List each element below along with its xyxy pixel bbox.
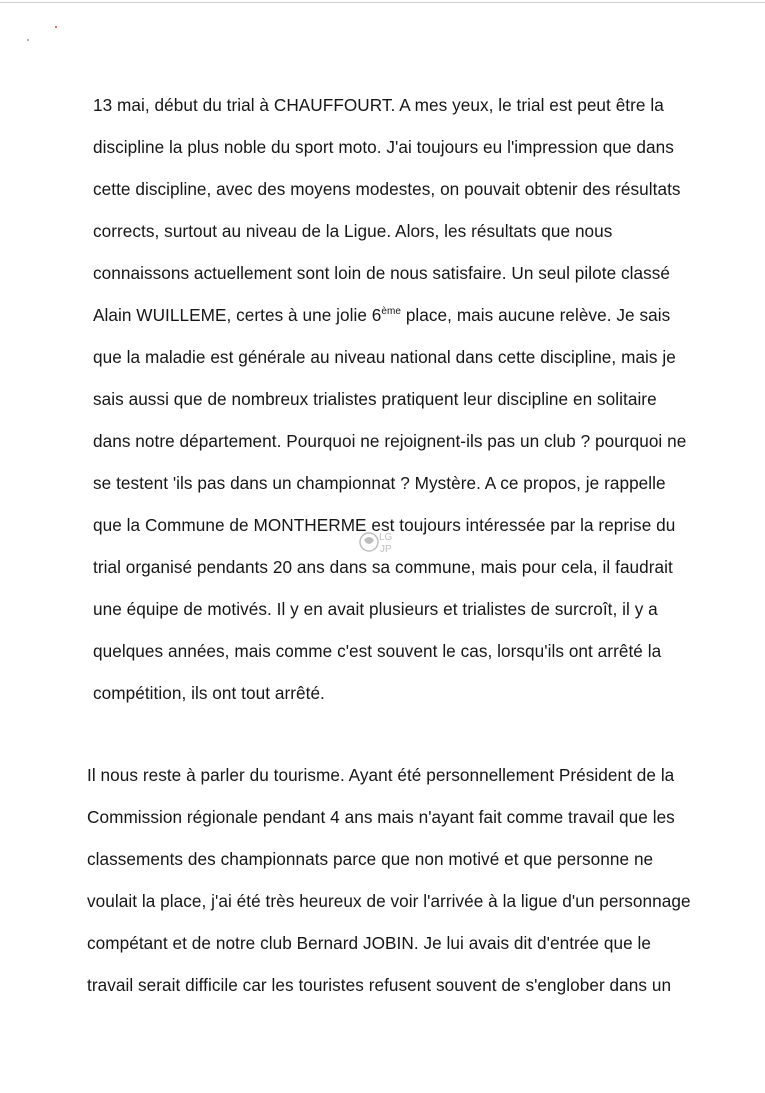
text-line: sais aussi que de nombreux trialistes pratiquent leur discipline en solitaire: [93, 389, 657, 409]
text-segment: Alain WUILLEME, certes à une jolie 6: [93, 305, 382, 325]
text-line: que la Commune de MONTHERME est toujours intéressée par la reprise du: [93, 515, 676, 535]
scan-speck: [55, 26, 57, 28]
stamp-text: JP: [380, 544, 392, 555]
scan-top-edge: [0, 2, 765, 3]
text-line: trial organisé pendants 20 ans dans sa commune, mais pour cela, il faudrait: [93, 557, 673, 577]
text-line: cette discipline, avec des moyens modestes, on pouvait obtenir des résultats: [93, 179, 681, 199]
text-line: discipline la plus noble du sport moto. J'ai toujours eu l'impression que dans: [93, 137, 674, 157]
text-line: dans notre département. Pourquoi ne rejoignent-ils pas un club ? pourquoi ne: [93, 431, 687, 451]
text-line: une équipe de motivés. Il y en avait plusieurs et trialistes de surcroît, il y a: [93, 599, 658, 619]
scan-speck: [27, 39, 29, 41]
text-line: se testent 'ils pas dans un championnat ? Mystère. A ce propos, je rappelle: [93, 473, 666, 493]
text-line: compétant et de notre club Bernard JOBIN. Je lui avais dit d'entrée que le: [87, 933, 651, 953]
stamp-logo: [355, 527, 399, 557]
superscript: ème: [381, 306, 401, 317]
text-line: corrects, surtout au niveau de la Ligue. Alors, les résultats que nous: [93, 221, 613, 241]
text-line: [93, 304, 670, 326]
text-line: que la maladie est générale au niveau national dans cette discipline, mais je: [93, 347, 676, 367]
text-line: classements des championnats parce que non motivé et que personne ne: [87, 849, 654, 869]
text-line: 13 mai, début du trial à CHAUFFOURT. A mes yeux, le trial est peut être la: [93, 95, 664, 115]
text-line: voulait la place, j'ai été très heureux de voir l'arrivée à la ligue d'un personnage: [87, 891, 691, 911]
text-line: compétition, ils ont tout arrêté.: [93, 683, 325, 703]
text-line: travail serait difficile car les touristes refusent souvent de s'englober dans un: [87, 975, 672, 995]
text-line: Il nous reste à parler du tourisme. Ayant été personnellement Président de la: [87, 765, 675, 785]
text-line: connaissons actuellement sont loin de nous satisfaire. Un seul pilote classé: [93, 263, 671, 283]
stamp-text: LG: [379, 532, 393, 543]
text-line: Commission régionale pendant 4 ans mais n'ayant fait comme travail que les: [87, 807, 675, 827]
text-segment: place, mais aucune relève. Je sais: [401, 305, 671, 325]
text-line: quelques années, mais comme c'est souvent le cas, lorsqu'ils ont arrêté la: [93, 641, 662, 661]
